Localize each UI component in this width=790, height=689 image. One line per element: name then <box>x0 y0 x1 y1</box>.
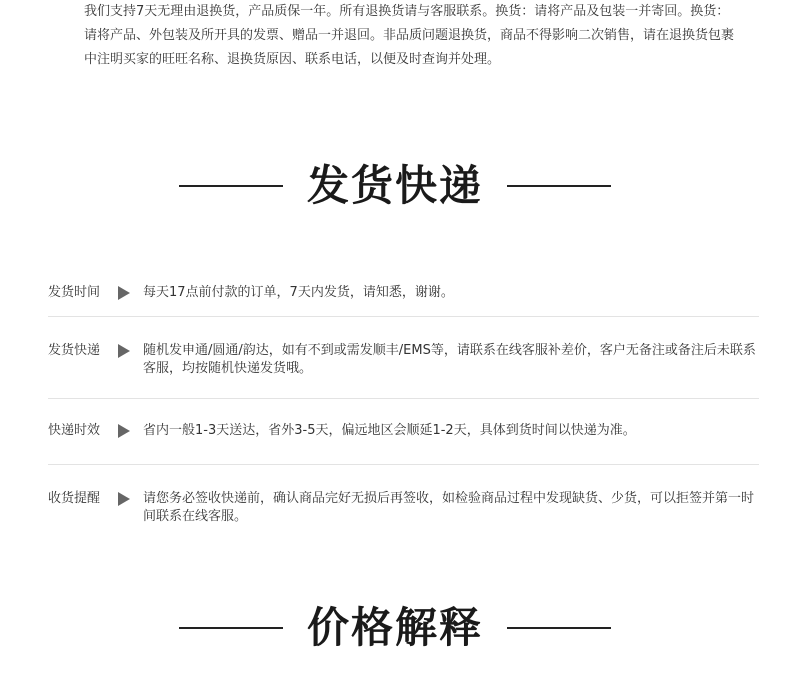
row-label: 发货快递 <box>48 343 101 358</box>
row-content: 请您务必签收快递前，确认商品完好无损后再签收，如检验商品过程中发现缺货、少货，可以拒签并第一时间联系在线客服。 <box>143 491 755 524</box>
shipping-info-list <box>48 264 759 545</box>
heading-rule-left <box>179 627 283 629</box>
heading-rule-right <box>507 185 611 187</box>
shipping-section-heading <box>0 156 790 216</box>
heading-rule-right <box>507 627 611 629</box>
row-content: 每天17点前付款的订单，7天内发货，请知悉，谢谢。 <box>143 285 454 300</box>
shipping-courier-row <box>48 317 759 399</box>
row-label: 发货时间 <box>48 285 101 300</box>
heading-rule-left <box>179 185 283 187</box>
triangle-right-icon <box>118 492 130 506</box>
row-label: 快递时效 <box>48 423 101 438</box>
price-section-title: 价格解释 <box>306 603 483 652</box>
row-content: 省内一般1-3天送达，省外3-5天，偏远地区会顺延1-2天，具体到货时间以快递为准。 <box>143 423 636 438</box>
triangle-right-icon <box>118 286 130 300</box>
return-policy-text: 我们支持7天无理由退换货，产品质保一年。所有退换货请与客服联系。换货：请将产品及包装一并寄回。换货：请将产品、外包装及所开具的发票、赠品一并退回。非品质问题退换货，商品不得影响二次销售，请在退换货包裹中注明买家的旺旺名称、退换货原因、联系电话，以便及时查询并处理。 <box>84 4 735 67</box>
triangle-right-icon <box>118 424 130 438</box>
triangle-right-icon <box>118 344 130 358</box>
row-content: 随机发申通/圆通/韵达，如有不到或需发顺丰/EMS等，请联系在线客服补差价，客户无备注或备注后未联系客服，均按随机快递发货哦。 <box>143 343 756 376</box>
shipping-time-row <box>48 264 759 317</box>
price-section-heading <box>0 598 790 658</box>
delivery-time-row <box>48 399 759 465</box>
shipping-section-title: 发货快递 <box>306 161 483 210</box>
receipt-reminder-row <box>48 465 759 545</box>
row-label: 收货提醒 <box>48 491 101 506</box>
